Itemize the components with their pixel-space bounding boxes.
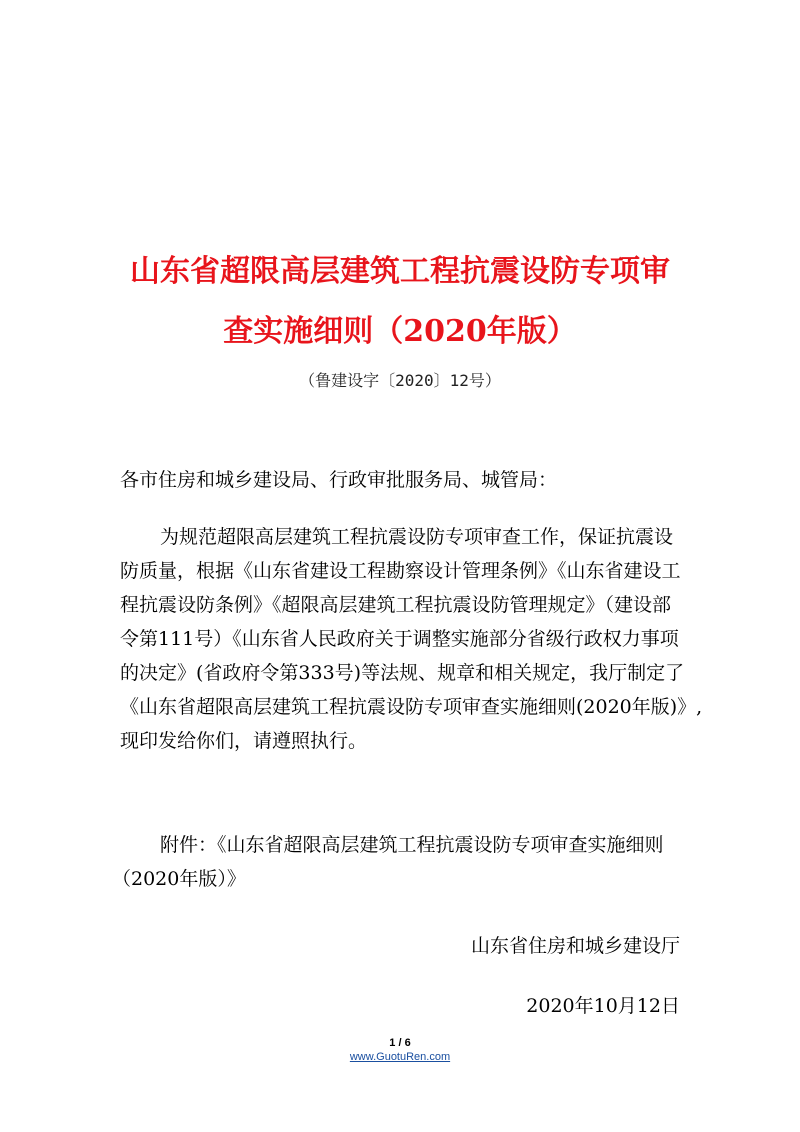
body-line: 《山东省超限高层建筑工程抗震设防专项审查实施细则(2020年版)》, [120,696,703,718]
footer-link[interactable]: www.GuotuRen.com [349,1051,451,1063]
document-title-line-1: 山东省超限高层建筑工程抗震设防专项审 [130,254,670,289]
document-number: （鲁建设字〔2020〕12号） [299,371,501,390]
date: 2020年10月12日 [526,995,680,1017]
body-line: 程抗震设防条例》《超限高层建筑工程抗震设防管理规定》（建设部 [120,594,672,616]
addressee: 各市住房和城乡建设局、行政审批服务局、城管局： [120,469,558,491]
attachment-line: （2020年版）》 [112,868,246,890]
body-line: 现印发给你们，请遵照执行。 [120,730,368,752]
signature: 山东省住房和城乡建设厅 [470,935,680,957]
body-line: 防质量，根据《山东省建设工程勘察设计管理条例》《山东省建设工 [120,560,681,582]
body-line: 为规范超限高层建筑工程抗震设防专项审查工作，保证抗震设 [160,526,674,548]
attachment-line: 附件：《山东省超限高层建筑工程抗震设防专项审查实施细则 [160,834,664,856]
body-line: 的决定》(省政府令第333号)等法规、规章和相关规定，我厅制定了 [120,662,685,684]
body-line: 令第111号）《山东省人民政府关于调整实施部分省级行政权力事项 [120,628,679,650]
page-number: 1 / 6 [389,1037,411,1049]
document-title-line-2: 查实施细则（2020年版） [223,314,577,349]
